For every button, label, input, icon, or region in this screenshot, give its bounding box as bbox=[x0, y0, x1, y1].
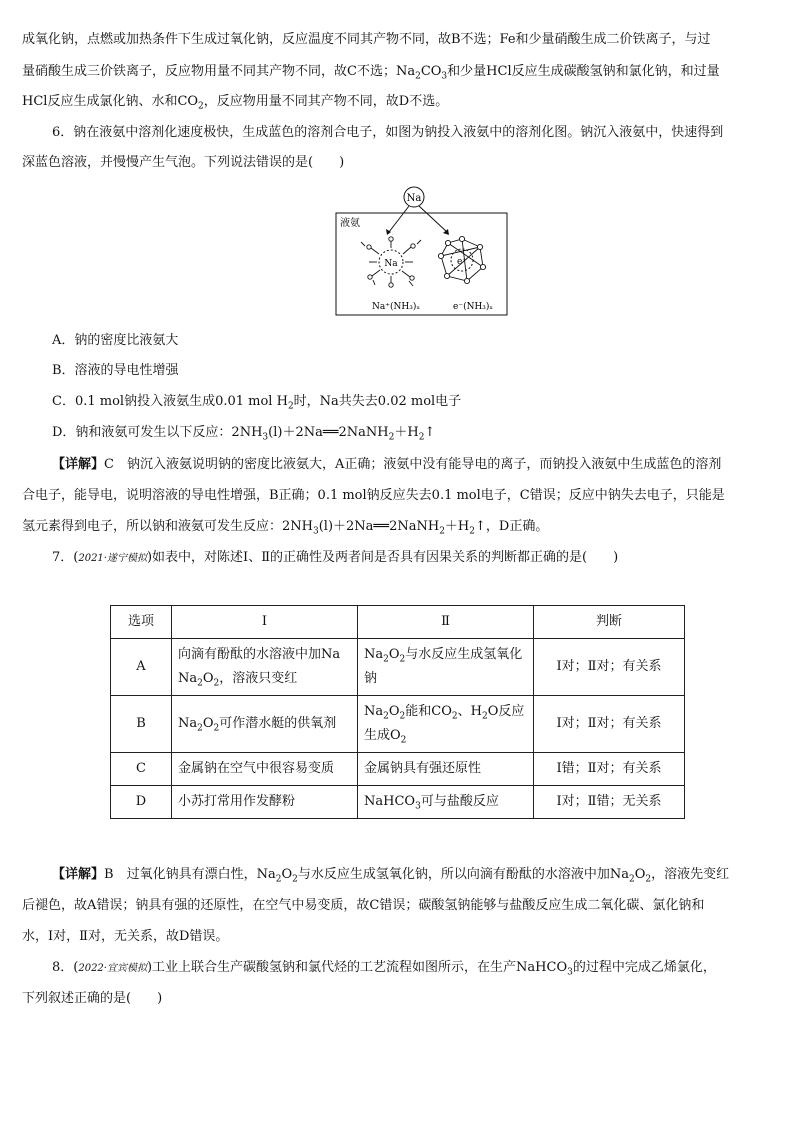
diagram-caption-left: Na⁺(NH₃)ₓ bbox=[372, 302, 421, 312]
table-cell: C bbox=[111, 753, 172, 786]
q6-stem-line2: 深蓝色溶液，并慢慢产生气泡。下列说法错误的是( ) bbox=[22, 155, 345, 170]
diagram-caption-right: e⁻(NH₃)ₓ bbox=[453, 302, 494, 312]
table-header: Ⅱ bbox=[358, 606, 534, 639]
table-row bbox=[111, 753, 685, 786]
table-cell: B bbox=[111, 696, 172, 753]
table-cell: Ⅰ错；Ⅱ对；有关系 bbox=[534, 753, 685, 786]
q7-stem: 7．(2021·遂宁模拟)如表中，对陈述Ⅰ、Ⅱ的正确性及两者间是否具有因果关系的判断都正确的是( ) bbox=[52, 550, 619, 565]
table-row bbox=[111, 786, 685, 819]
table-cell: 金属钠具有强还原性 bbox=[358, 753, 534, 786]
para1-line3: HCl反应生成氯化钠、水和$CO_2$，反应物用量不同其产物不同，故D不选。 bbox=[22, 94, 449, 112]
table-cell: Ⅰ对；Ⅱ错；无关系 bbox=[534, 786, 685, 819]
answer-tag: 【详解】 bbox=[52, 457, 105, 472]
table-row bbox=[111, 696, 685, 753]
q6-answer-line1: 【详解】C 钠沉入液氨说明钠的密度比液氨大，A正确；液氨中没有能导电的离子，而钠投入液氨中生成蓝色的溶剂 bbox=[52, 457, 722, 472]
table-cell: $Na_2O_2$能和$CO_2$、$H_2O$反应生成$O_2$ bbox=[358, 696, 534, 753]
table-cell: Ⅰ对；Ⅱ对；有关系 bbox=[534, 639, 685, 696]
q6-answer-line3: 氢元素得到电子，所以钠和液氨可发生反应：$2NH_3(l)+2Na══2NaNH_2+H_2↑$，D正确。 bbox=[22, 519, 549, 537]
diagram-box-label: 液氨 bbox=[340, 218, 360, 229]
diagram-center-left: Na bbox=[384, 259, 398, 269]
q7-answer-line2: 后褪色，故A错误；钠具有强的还原性，在空气中易变质，故C错误；碳酸氢钠能够与盐酸反应生成二氧化碳、氯化钠和 bbox=[22, 898, 705, 913]
q7-table bbox=[110, 605, 685, 819]
table-header: 选项 bbox=[111, 606, 172, 639]
table-cell: 金属钠在空气中很容易变质 bbox=[172, 753, 358, 786]
table-row bbox=[111, 639, 685, 696]
diagram-top-label: Na bbox=[406, 193, 422, 204]
q6-option-b: B．溶液的导电性增强 bbox=[52, 363, 179, 378]
table-cell: D bbox=[111, 786, 172, 819]
table-header: 判断 bbox=[534, 606, 685, 639]
q6-option-d: D．钠和液氨可发生以下反应：$2NH_3(l)+2Na══2NaNH_2+H_2↑$ bbox=[52, 425, 436, 443]
para1-line1: 成氧化钠，点燃或加热条件下生成过氧化钠，反应温度不同其产物不同，故B不选；Fe和少量硝酸生成二价铁离子，与过 bbox=[22, 32, 711, 47]
para1-line2: 量硝酸生成三价铁离子，反应物用量不同其产物不同，故C不选；$Na_2CO_3$和少量HCl反应生成碳酸氢钠和氯化钠，和过量 bbox=[22, 64, 720, 82]
table-cell: A bbox=[111, 639, 172, 696]
solvation-diagram-svg bbox=[335, 184, 510, 318]
table-cell: Ⅰ对；Ⅱ对；有关系 bbox=[534, 696, 685, 753]
table-cell: NaHCO$_3$可与盐酸反应 bbox=[358, 786, 534, 819]
table-cell: $Na_2O_2$可作潜水艇的供氧剂 bbox=[172, 696, 358, 753]
q7-source: 2021·遂宁模拟 bbox=[78, 553, 147, 564]
q8-stem-line1: 8．(2022·宜宾模拟)工业上联合生产碳酸氢钠和氯代烃的工艺流程如图所示，在生产NaHCO$_3$的过程中完成乙烯氯化， bbox=[52, 960, 716, 978]
table-header: Ⅰ bbox=[172, 606, 358, 639]
table-cell: 小苏打常用作发酵粉 bbox=[172, 786, 358, 819]
diagram-center-right: e⁻ bbox=[456, 257, 468, 267]
table-header-row bbox=[111, 606, 685, 639]
q6-option-a: A．钠的密度比液氨大 bbox=[52, 333, 179, 348]
q7-answer-line3: 水，Ⅰ对，Ⅱ对，无关系，故D错误。 bbox=[22, 929, 229, 944]
solvation-diagram bbox=[335, 184, 510, 318]
q7-answer-line1: 【详解】B 过氧化钠具有漂白性，$Na_2O_2$与水反应生成氢氧化钠，所以向滴有酚酞的水溶液中加$Na_2O_2$，溶液先变红 bbox=[52, 867, 730, 885]
q6-answer-line2: 合电子，能导电，说明溶液的导电性增强，B正确；0.1 mol钠反应失去0.1 mol电子，C错误；反应中钠失去电子，只能是 bbox=[22, 488, 725, 503]
table-cell: $Na_2O_2$与水反应生成氢氧化钠 bbox=[358, 639, 534, 696]
q8-stem-line2: 下列叙述正确的是( ) bbox=[22, 991, 163, 1006]
table-cell: 向滴有酚酞的水溶液中加Na $Na_2O_2$，溶液只变红 bbox=[172, 639, 358, 696]
q8-source: 2022·宜宾模拟 bbox=[78, 963, 147, 974]
answer-tag: 【详解】 bbox=[52, 867, 105, 882]
q6-option-c: C．0.1 mol钠投入液氨生成0.01 mol $H_2$时，Na共失去0.02 mol电子 bbox=[52, 394, 462, 412]
q6-stem-line1: 6．钠在液氨中溶剂化速度极快，生成蓝色的溶剂合电子，如图为钠投入液氨中的溶剂化图。钠沉入液氨中，快速得到 bbox=[52, 125, 724, 140]
